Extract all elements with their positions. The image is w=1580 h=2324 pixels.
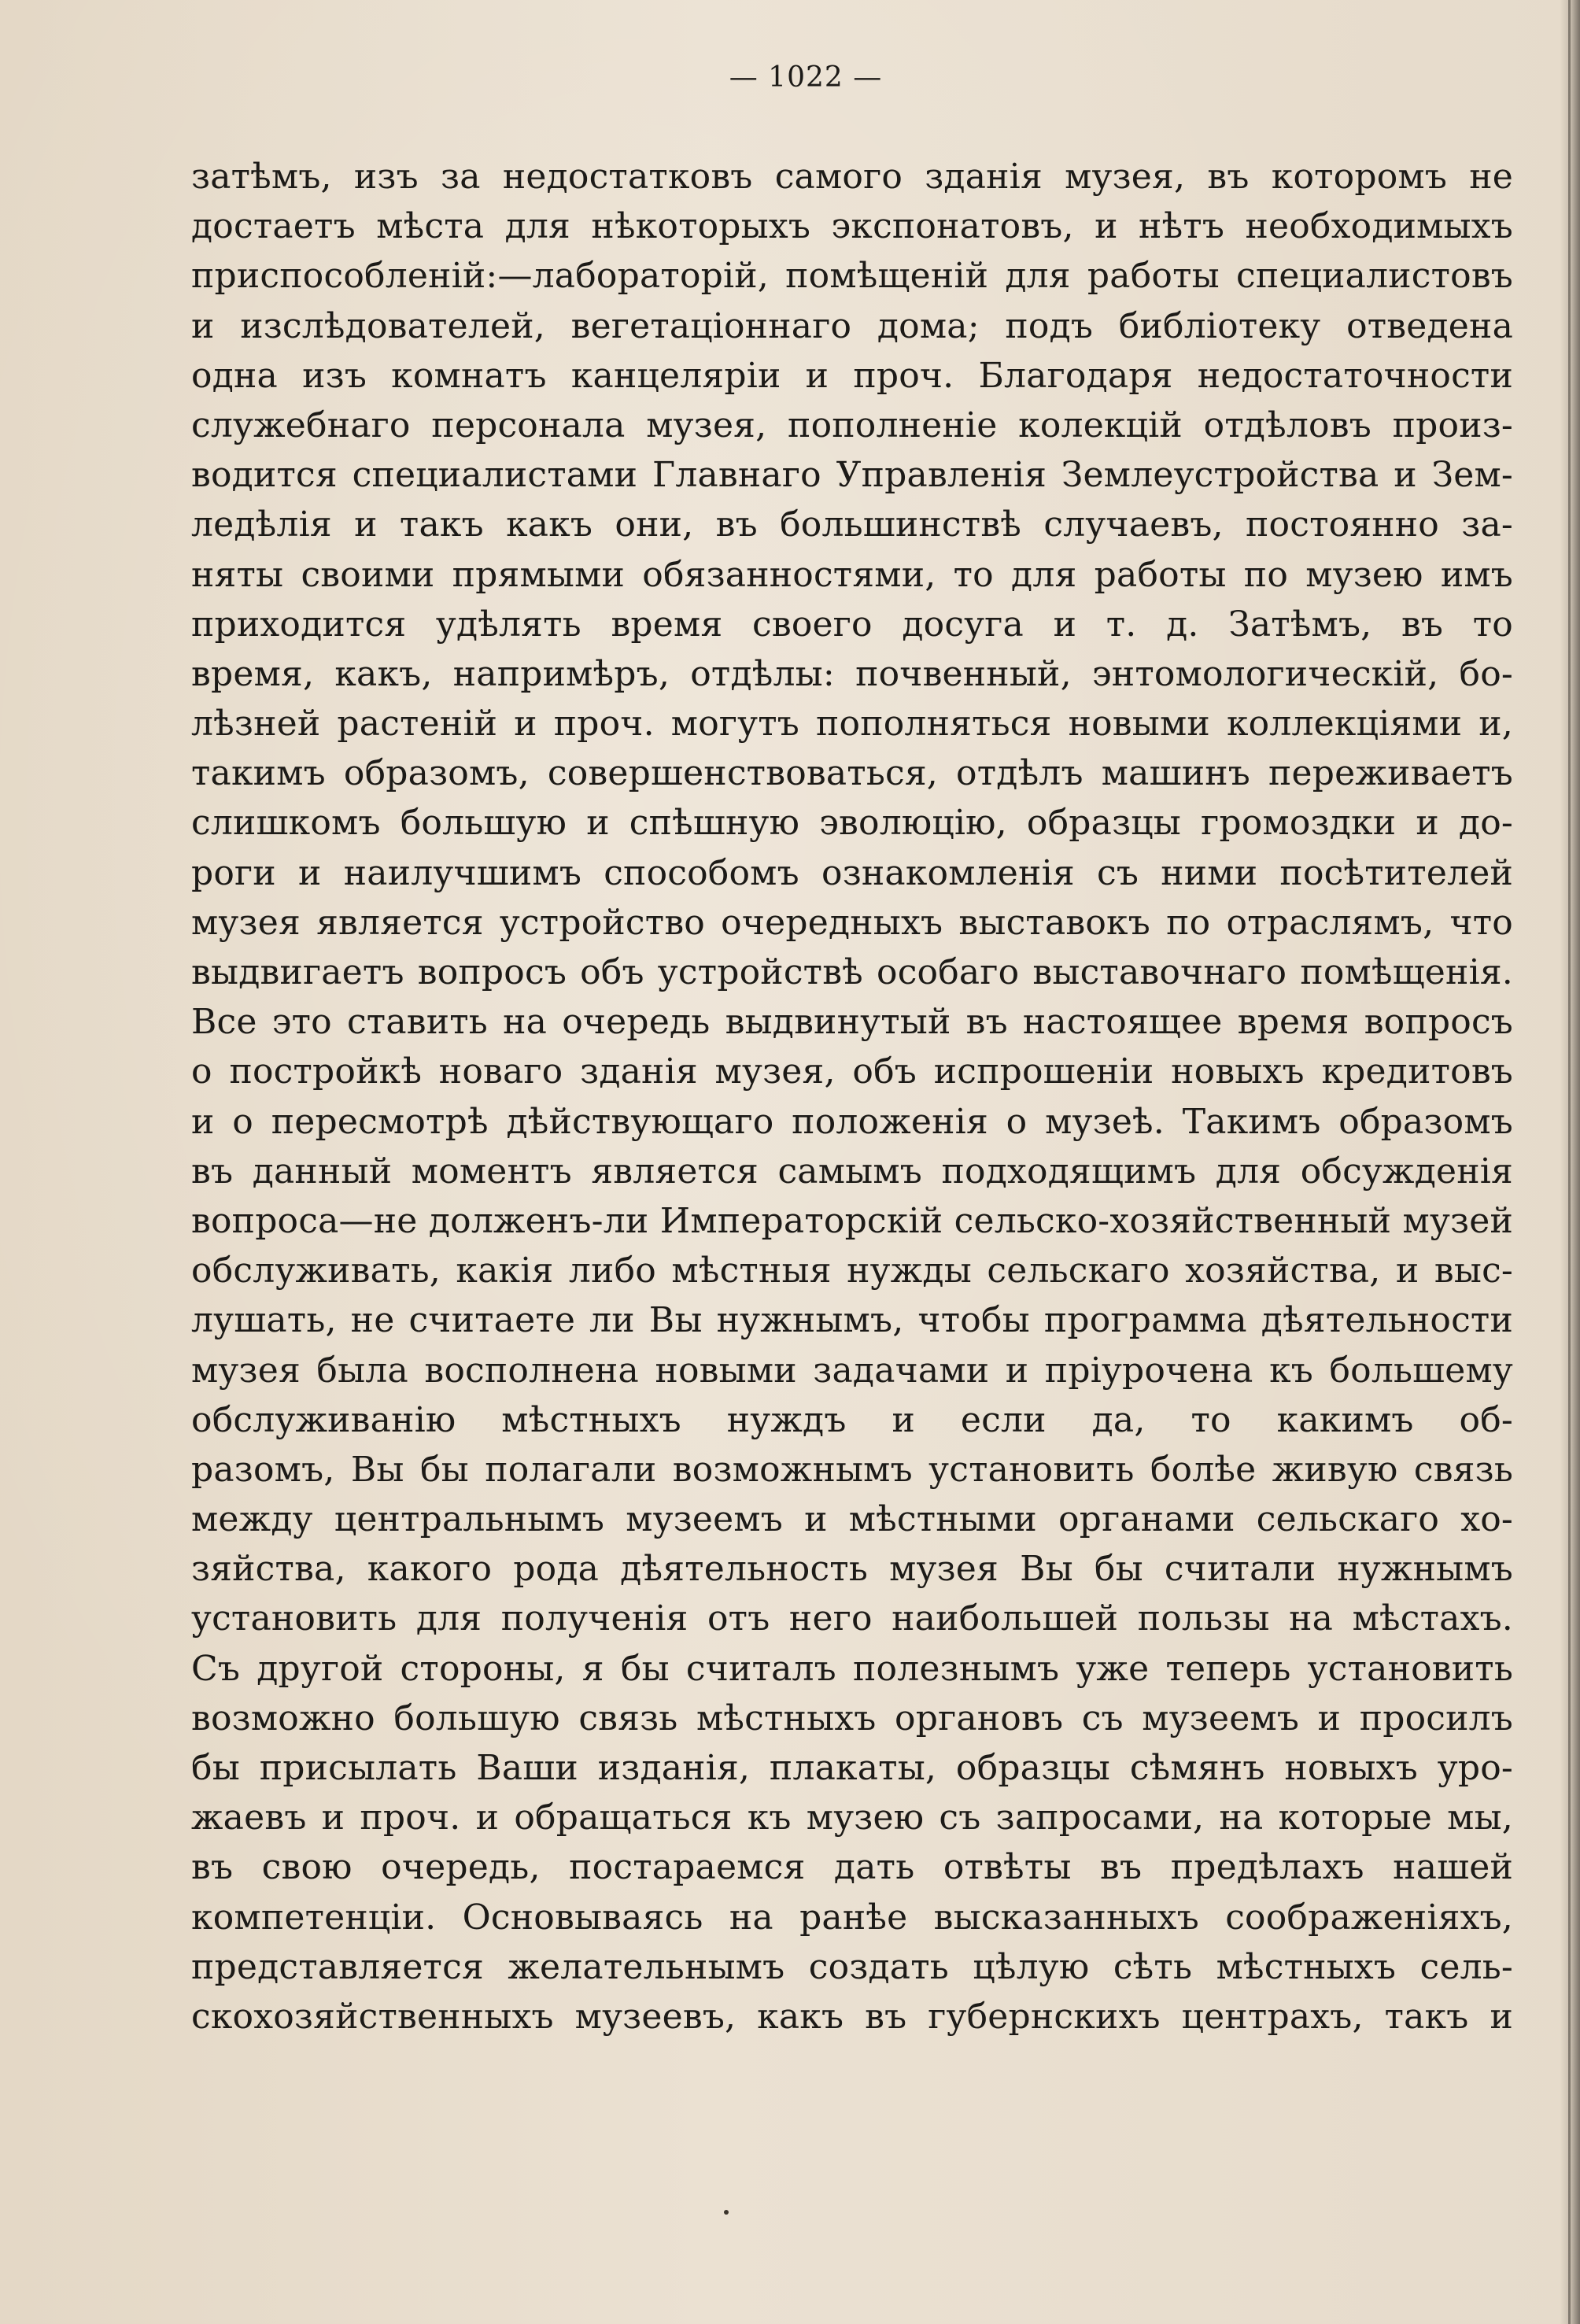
text-line: служебнаго персонала музея, пополненіе колекцій отдѣловъ произ- [191,405,1513,445]
text-line: разомъ, Вы бы полагали возможнымъ установить болѣе живую связь [191,1449,1513,1490]
text-line: жаевъ и проч. и обращаться къ музею съ запросами, на которые мы, [191,1797,1513,1838]
text-line: музея является устройство очередныхъ выставокъ по отраслямъ, что [191,902,1513,943]
text-line: зяйства, какого рода дѣятельность музея Вы бы считали нужнымъ [191,1549,1513,1590]
text-line: представляется желательнымъ создать цѣлую сѣть мѣстныхъ сель- [191,1946,1513,1987]
text-line: ледѣлія и такъ какъ они, въ большинствѣ случаевъ, постоянно за- [191,504,1513,545]
text-line: Съ другой стороны, я бы считалъ полезнымъ уже теперь установить [191,1648,1513,1689]
text-line: водится специалистами Главнаго Управленія Землеустройства и Зем- [191,455,1513,496]
text-line: компетенціи. Основываясь на ранѣе высказанныхъ соображеніяхъ, [191,1897,1513,1938]
page-number: — 1022 — [729,61,883,94]
text-line: достаетъ мѣста для нѣкоторыхъ экспонатовъ, и нѣтъ необходимыхъ [191,206,1513,247]
text-line: и о пересмотрѣ дѣйствующаго положенія о музеѣ. Такимъ образомъ [191,1101,1513,1142]
text-line: музея была восполнена новыми задачами и пріурочена къ большему [191,1350,1513,1391]
text-line: обслуживать, какія либо мѣстныя нужды сельскаго хозяйства, и выс- [191,1251,1513,1291]
text-line: лушать, не считаете ли Вы нужнымъ, чтобы программа дѣятельности [191,1300,1513,1341]
text-line: о постройкѣ новаго зданія музея, объ испрошеніи новыхъ кредитовъ [191,1051,1513,1092]
text-line: приходится удѣлять время своего досуга и т. д. Затѣмъ, въ то [191,604,1513,645]
text-line: въ данный моментъ является самымъ подходящимъ для обсужденія [191,1151,1513,1192]
text-line: въ свою очередь, постараемся дать отвѣты въ предѣлахъ нашей [191,1847,1513,1888]
text-line: затѣмъ, изъ за недостатковъ самого зданія музея, въ которомъ не [191,157,1513,197]
text-line: няты своими прямыми обязанностями, то для работы по музею имъ [191,554,1513,595]
text-line: Все это ставить на очередь выдвинутый въ настоящее время вопросъ [191,1002,1513,1043]
text-line: вопроса—не долженъ-ли Императорскій сельско-хозяйственный музей [191,1200,1513,1241]
text-line: выдвигаетъ вопросъ объ устройствѣ особаго выставочнаго помѣщенія. [191,952,1513,992]
body-text [191,152,1568,2041]
text-line: установить для полученія отъ него наибольшей пользы на мѣстахъ. [191,1598,1513,1639]
text-line: время, какъ, напримѣръ, отдѣлы: почвенный, энтомологическій, бо- [191,653,1513,694]
text-line: возможно большую связь мѣстныхъ органовъ съ музеемъ и просилъ [191,1698,1513,1738]
text-line: обслуживанію мѣстныхъ нуждъ и если да, то какимъ об- [191,1399,1513,1440]
text-line: скохозяйственныхъ музеевъ, какъ въ губернскихъ центрахъ, такъ и [191,1996,1513,2037]
text-line: бы присылать Ваши изданія, плакаты, образцы сѣмянъ новыхъ уро- [191,1748,1513,1788]
text-line: такимъ образомъ, совершенствоваться, отдѣлъ машинъ переживаетъ [191,753,1513,794]
text-line: и изслѣдователей, вегетаціоннаго дома; подъ библіотеку отведена [191,305,1513,346]
text-line: приспособленій:—лабораторій, помѣщеній для работы специалистовъ [191,256,1513,297]
text-line: слишкомъ большую и спѣшную эволюцію, образцы громоздки и до- [191,803,1513,844]
text-line: роги и наилучшимъ способомъ ознакомленія съ ними посѣтителей [191,852,1513,893]
text-line: одна изъ комнатъ канцеляріи и проч. Благодаря недостаточности [191,355,1513,396]
page-edge-line [1568,0,1571,2324]
ink-speck [724,2210,729,2215]
text-line: между центральнымъ музеемъ и мѣстными органами сельскаго хо- [191,1499,1513,1540]
text-line: лѣзней растеній и проч. могутъ пополняться новыми коллекціями и, [191,704,1513,744]
